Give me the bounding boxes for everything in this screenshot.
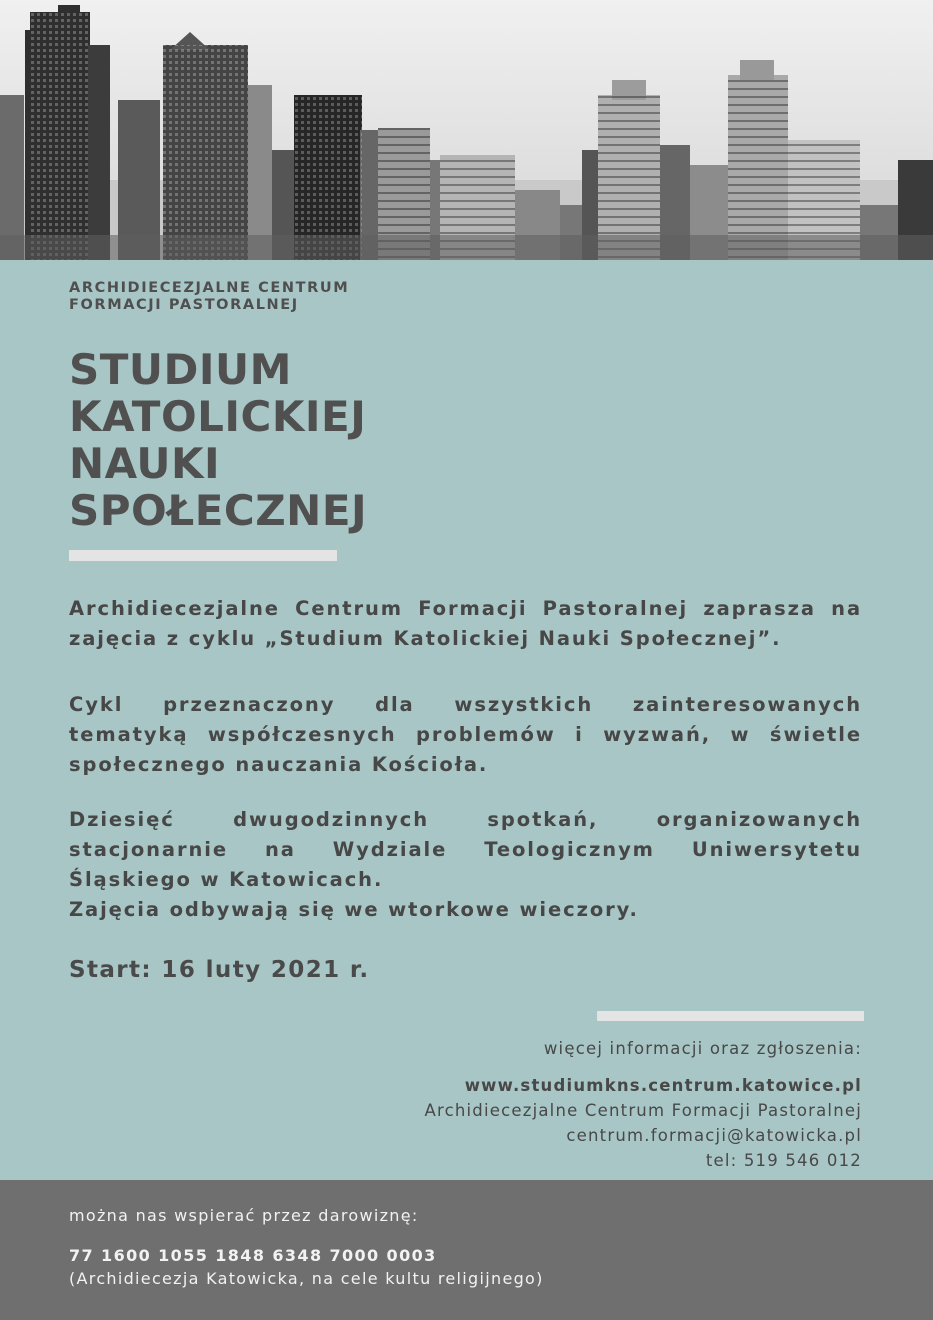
contact-info bbox=[424, 1036, 862, 1173]
website-link[interactable]: www.studiumkns.centrum.katowice.pl bbox=[464, 1076, 862, 1095]
org-line-1: ARCHIDIECEZJALNE CENTRUM bbox=[69, 280, 350, 296]
divider bbox=[597, 1011, 864, 1021]
schedule-paragraph bbox=[69, 805, 862, 925]
organization-heading bbox=[69, 280, 349, 314]
bank-account-note: (Archidiecezja Katowicka, na cele kultu religijnego) bbox=[69, 1269, 544, 1288]
contact-organization: Archidiecezjalne Centrum Formacji Pastoralnej bbox=[424, 1101, 862, 1120]
schedule-text: Dziesięć dwugodzinnych spotkań, organizowanych stacjonarnie na Wydziale Teologicznym Uniwersytetu Śląskiego w Katowicach. bbox=[69, 808, 862, 891]
contact-intro: więcej informacji oraz zgłoszenia: bbox=[543, 1039, 862, 1058]
email-link[interactable]: centrum.formacji@katowicka.pl bbox=[566, 1126, 862, 1145]
schedule-evenings: Zajęcia odbywają się we wtorkowe wieczory. bbox=[69, 898, 639, 921]
title-line-4: SPOŁECZNEJ bbox=[69, 486, 368, 535]
intro-paragraph: Archidiecezjalne Centrum Formacji Pastoralnej zaprasza na zajęcia z cyklu „Studium Katolickiej Nauki Społecznej”. bbox=[69, 597, 862, 650]
bank-account-number: 77 1600 1055 1848 6348 7000 0003 bbox=[69, 1246, 437, 1265]
org-line-2: FORMACJI PASTORALNEJ bbox=[69, 297, 299, 313]
title-line-3: NAUKI bbox=[69, 439, 221, 488]
page-title bbox=[69, 346, 367, 534]
footer bbox=[0, 1180, 933, 1320]
title-line-2: KATOLICKIEJ bbox=[69, 392, 367, 441]
start-date: Start: 16 luty 2021 r. bbox=[69, 957, 370, 983]
audience-paragraph: Cykl przeznaczony dla wszystkich zainteresowanych tematyką współczesnych problemów i wyzwań, w świetle społecznego nauczania Kościoła. bbox=[69, 693, 862, 776]
city-skyline-photo bbox=[0, 0, 933, 260]
phone-number: tel: 519 546 012 bbox=[705, 1151, 862, 1170]
divider bbox=[69, 550, 337, 561]
donation-intro: można nas wspierać przez darowiznę: bbox=[69, 1206, 419, 1225]
title-line-1: STUDIUM bbox=[69, 345, 292, 394]
